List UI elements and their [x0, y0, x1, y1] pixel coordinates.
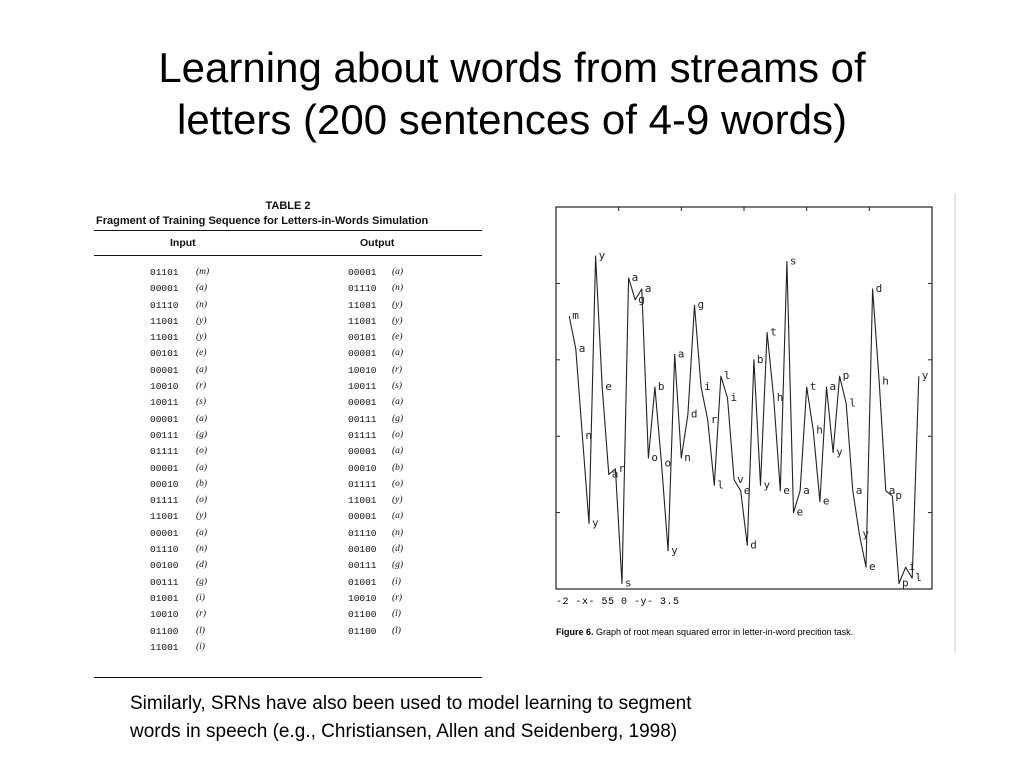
point-letter-label: b [657, 380, 665, 394]
point-letter-label: v [737, 472, 744, 486]
table-caption: Fragment of Training Sequence for Letters-in-Words Simulation [96, 215, 429, 227]
input-bits: 00111 [150, 576, 179, 588]
point-letter-label: d [690, 407, 698, 421]
input-bits: 11001 [150, 315, 179, 327]
point-letter-label: y [671, 543, 678, 557]
output-letter: (d) [392, 544, 404, 555]
point-letter-label: a [644, 281, 652, 295]
axis-range-readout: -2 -x- 55 0 -y- 3.5 [556, 597, 680, 608]
table-row [94, 543, 482, 559]
output-letter: (o) [392, 429, 404, 440]
training-sequence-table [94, 198, 482, 682]
output-letter: (n) [392, 283, 404, 294]
point-letter-label: e [783, 483, 790, 497]
output-bits: 10011 [348, 381, 377, 393]
point-letter-label: n [585, 429, 593, 443]
table-row [94, 478, 482, 494]
point-letter-label: i [704, 380, 711, 394]
input-bits: 01110 [150, 299, 179, 311]
output-bits: 00001 [348, 446, 377, 458]
point-letter-label: h [776, 391, 784, 404]
point-letter-label: o [664, 456, 672, 470]
point-letter-label: g [638, 292, 645, 306]
input-letter: (a) [196, 364, 208, 375]
point-letter-label: s [625, 576, 632, 590]
slide-title [60, 42, 964, 146]
output-letter: (a) [392, 267, 404, 277]
point-letter-label: a [803, 483, 810, 497]
output-letter: (r) [392, 364, 403, 375]
point-letter-label: y [598, 249, 606, 263]
output-bits: 01110 [348, 527, 377, 539]
table-bottom-rule [94, 677, 482, 678]
table-row [94, 315, 482, 331]
input-letter: (m) [196, 267, 210, 277]
output-bits: 11001 [348, 299, 377, 311]
point-letter-label: g [697, 298, 705, 312]
output-bits: 11001 [348, 495, 377, 507]
point-letter-label: m [572, 309, 579, 323]
table-row [94, 331, 482, 347]
input-letter: (g) [196, 429, 208, 440]
output-bits: 10010 [348, 592, 377, 604]
figure-caption-text: Graph of root mean squared error in letter-in-word precition task. [593, 627, 854, 637]
point-letter-label: l [915, 571, 922, 585]
output-letter: (e) [392, 332, 403, 343]
output-bits: 10010 [348, 364, 377, 376]
output-letter: (a) [392, 397, 404, 408]
output-letter: (y) [392, 299, 403, 310]
point-letter-label: b [756, 352, 764, 366]
figure-caption-label: Figure 6. [556, 627, 594, 637]
input-letter: (i) [196, 641, 205, 652]
table-row [94, 396, 482, 412]
input-letter: (g) [196, 576, 208, 587]
output-letter: (a) [392, 446, 404, 457]
output-letter: (y) [392, 315, 403, 326]
output-letter: (y) [392, 495, 403, 506]
input-bits: 10011 [150, 397, 179, 409]
point-letter-label: r [710, 412, 718, 426]
output-letter: (l) [392, 625, 401, 636]
input-letter: (r) [196, 609, 207, 620]
output-letter: (a) [392, 348, 404, 359]
input-letter: (n) [196, 544, 208, 555]
input-bits: 11001 [150, 641, 179, 653]
point-letter-label: l [849, 396, 856, 410]
output-bits: 01100 [348, 609, 377, 621]
figure-edge [954, 193, 956, 653]
input-bits: 10010 [150, 609, 179, 621]
point-letter-label: d [750, 538, 757, 552]
input-bits: 00010 [150, 478, 179, 490]
input-letter: (d) [196, 560, 208, 571]
output-letter: (l) [392, 609, 401, 620]
point-letter-label: a [677, 347, 685, 361]
table-header-rule [94, 255, 482, 256]
input-letter: (a) [196, 413, 208, 424]
table-row [94, 462, 482, 478]
output-bits: 01111 [348, 478, 377, 490]
table-row [94, 413, 482, 429]
point-letter-label: y [763, 478, 771, 492]
input-letter: (o) [196, 495, 208, 506]
point-letter-label: e [822, 494, 830, 508]
table-row [94, 380, 482, 396]
input-bits: 01111 [150, 446, 179, 458]
point-letter-label: e [869, 560, 876, 574]
table-row [94, 299, 482, 315]
point-letter-label: l [723, 369, 731, 383]
input-bits: 00001 [150, 283, 179, 295]
output-bits: 01100 [348, 625, 377, 637]
table-row [94, 347, 482, 363]
output-letter: (a) [392, 511, 404, 522]
table-row [94, 282, 482, 298]
table-row [94, 592, 482, 608]
point-letter-label: y [862, 527, 870, 541]
table-row [94, 266, 482, 282]
point-letter-label: n [684, 451, 691, 464]
output-letter: (r) [392, 592, 403, 603]
point-letter-label: i [908, 560, 916, 574]
bottom-note-line-1: Similarly, SRNs have also been used to model learning to segment [130, 693, 692, 714]
input-bits: 00001 [150, 462, 179, 474]
table-row [94, 494, 482, 510]
input-letter: (y) [196, 315, 207, 326]
point-letter-label: r [618, 461, 626, 475]
output-bits: 01110 [348, 283, 377, 295]
bottom-note [130, 690, 890, 746]
input-letter: (n) [196, 299, 208, 310]
input-bits: 01001 [150, 592, 179, 604]
point-letter-label: s [789, 254, 797, 268]
input-bits: 11001 [150, 511, 179, 523]
input-bits: 01110 [150, 544, 179, 556]
point-letter-label: h [882, 374, 889, 388]
input-letter: (a) [196, 527, 208, 538]
point-letter-label: y [592, 516, 599, 530]
input-letter: (s) [196, 397, 207, 408]
input-letter: (o) [196, 446, 208, 457]
error-graph-figure [536, 193, 956, 653]
output-bits: 00010 [348, 462, 377, 474]
input-bits: 00111 [150, 429, 179, 441]
output-letter: (n) [392, 527, 404, 538]
input-bits: 11001 [150, 332, 179, 344]
slide-title-line-1: Learning about words from streams of [158, 44, 866, 91]
input-bits: 01111 [150, 495, 179, 507]
input-bits: 01100 [150, 625, 179, 637]
input-bits: 00101 [150, 348, 179, 360]
point-letter-label: e [796, 505, 804, 519]
output-bits: 00101 [348, 332, 377, 344]
input-bits: 00001 [150, 413, 179, 425]
point-letter-label: e [605, 380, 612, 394]
input-letter: (l) [196, 625, 205, 636]
output-bits: 11001 [348, 315, 377, 327]
point-letter-label: l [717, 478, 724, 492]
output-letter: (g) [392, 413, 404, 424]
table-row [94, 510, 482, 526]
input-letter: (b) [196, 478, 208, 489]
input-letter: (a) [196, 283, 208, 294]
input-bits: 00001 [150, 364, 179, 376]
output-bits: 00001 [348, 397, 377, 409]
point-letter-label: t [809, 380, 817, 394]
output-bits: 00001 [348, 511, 377, 523]
bottom-note-line-2: words in speech (e.g., Christiansen, Allen and Seidenberg, 1998) [130, 721, 678, 742]
output-letter: (b) [392, 462, 404, 473]
output-bits: 00111 [348, 560, 377, 572]
table-row [94, 364, 482, 380]
point-letter-label: p [842, 369, 850, 383]
input-letter: (r) [196, 381, 207, 392]
point-letter-label: a [855, 483, 863, 497]
input-bits: 01101 [150, 267, 179, 278]
output-letter: (i) [392, 576, 401, 587]
table-column-headers [94, 231, 482, 251]
point-letter-label: i [730, 391, 738, 404]
output-letter: (g) [392, 560, 404, 571]
output-bits: 00001 [348, 348, 377, 360]
table-number: TABLE 2 [265, 200, 311, 212]
error-line-chart [536, 193, 956, 593]
output-bits: 01111 [348, 429, 377, 441]
output-bits: 01001 [348, 576, 377, 588]
point-letter-label: h [816, 423, 823, 437]
input-letter: (y) [196, 511, 207, 522]
input-letter: (i) [196, 592, 205, 603]
output-letter: (o) [392, 478, 404, 489]
input-letter: (e) [196, 348, 207, 359]
output-column-header: Output [360, 237, 395, 249]
point-letter-label: d [875, 281, 883, 295]
point-letter-label: y [836, 445, 843, 459]
point-letter-label: a [611, 467, 619, 481]
input-bits: 00001 [150, 527, 179, 539]
input-bits: 00100 [150, 560, 179, 572]
input-column-header: Input [170, 237, 196, 249]
input-bits: 10010 [150, 381, 179, 393]
table-row [94, 641, 482, 657]
table-row [94, 625, 482, 641]
point-letter-label: t [770, 325, 777, 339]
point-letter-label: p [895, 489, 903, 503]
point-letter-label: p [902, 576, 909, 590]
point-letter-label: y [921, 369, 929, 383]
table-row [94, 429, 482, 445]
point-letter-label: a [631, 270, 639, 284]
point-letter-label: a [829, 380, 837, 394]
table-row [94, 608, 482, 624]
output-bits: 00001 [348, 267, 377, 278]
table-row [94, 576, 482, 592]
output-letter: (s) [392, 381, 403, 392]
input-letter: (y) [196, 332, 207, 343]
figure-caption [556, 627, 853, 637]
input-letter: (a) [196, 462, 208, 473]
slide-title-line-2: letters (200 sentences of 4-9 words) [177, 96, 847, 143]
point-letter-label: e [743, 483, 751, 497]
table-row [94, 527, 482, 543]
output-bits: 00111 [348, 413, 377, 425]
point-letter-label: a [888, 483, 896, 497]
plot-frame [556, 207, 932, 589]
point-letter-label: a [578, 341, 586, 355]
output-bits: 00100 [348, 544, 377, 556]
table-row [94, 559, 482, 575]
table-row [94, 445, 482, 461]
point-letter-label: o [651, 451, 659, 464]
table-body [94, 266, 482, 657]
